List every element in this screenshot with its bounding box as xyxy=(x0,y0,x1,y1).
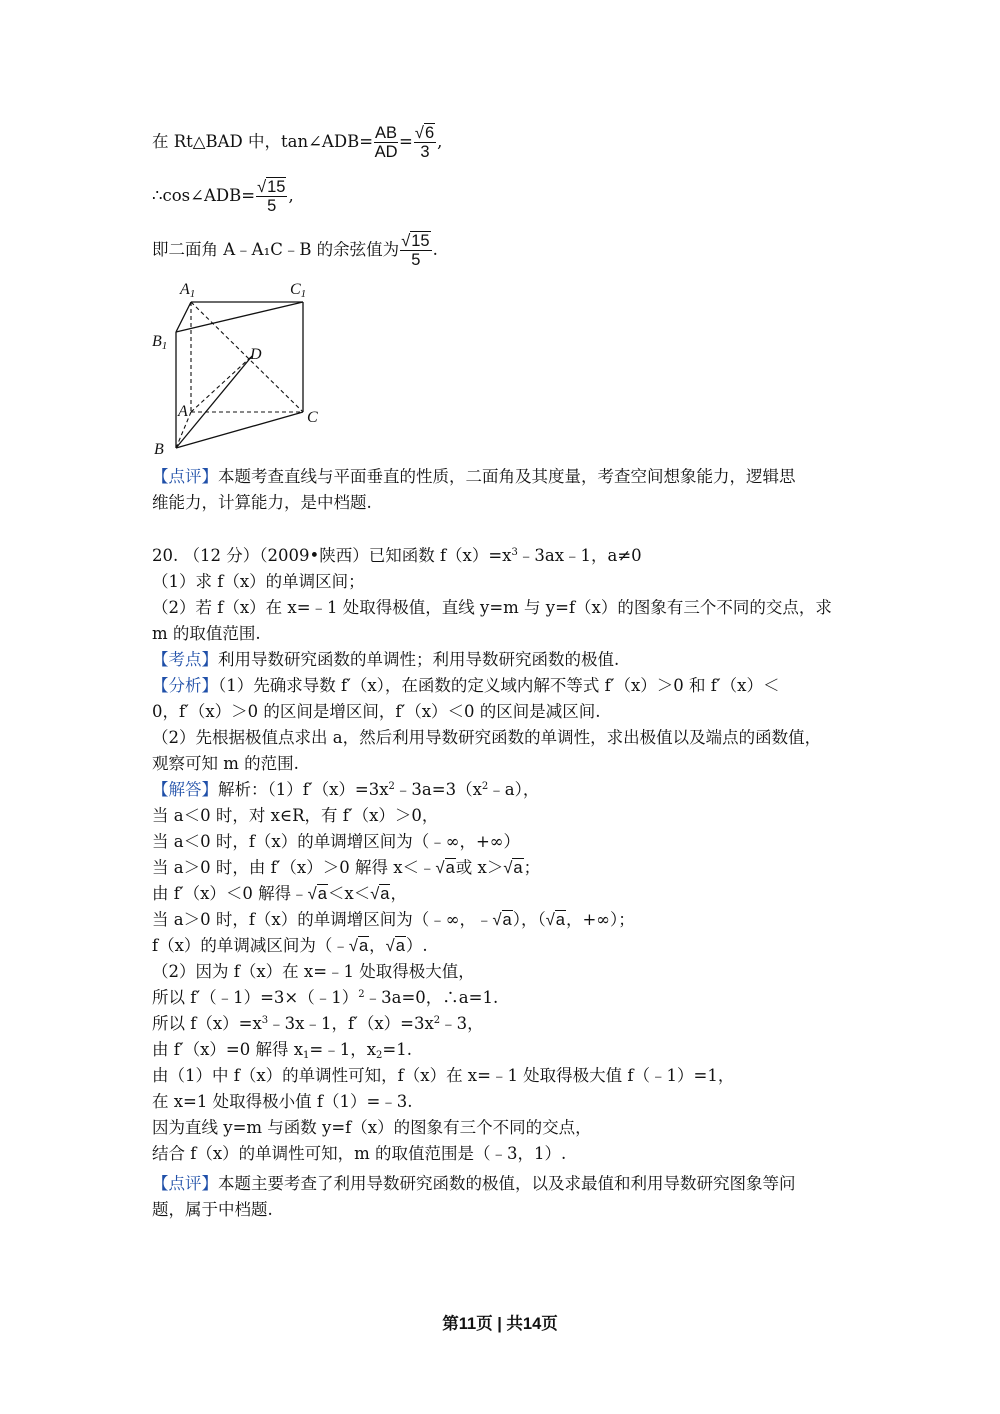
frac-numerator: √15 xyxy=(401,232,430,250)
text: ∴cos∠ADB= xyxy=(152,186,256,205)
line-tan-adb xyxy=(152,124,442,161)
text: 在 Rt△BAD 中，tan∠ADB= xyxy=(152,132,374,151)
radicand: a xyxy=(317,885,327,903)
jieda-line-7 xyxy=(152,935,428,957)
fraction-sqrt15-5 xyxy=(256,178,287,215)
sqrt-a: √a xyxy=(492,911,512,929)
fenxi-tag: 【分析】 xyxy=(152,676,218,695)
jieda-line-3: 当 a＜0 时，f（x）的单调增区间为（﹣∞，+∞） xyxy=(152,832,521,851)
question-part-2-line-1: （2）若 f（x）在 x=﹣1 处取得极值，直线 y=m 与 y=f（x）的图象有三个不同的交点，求 xyxy=(152,598,832,617)
review-tag: 【点评】 xyxy=(152,467,218,486)
jieda-line-12: 由（1）中 f（x）的单调性可知，f（x）在 x=﹣1 处取得极大值 f（﹣1）=1， xyxy=(152,1066,735,1085)
frac-denominator: 3 xyxy=(420,143,430,161)
radicand: a xyxy=(445,859,455,877)
question-20-head: 20. （12 分）（2009•陕西）已知函数 $f(x)=x^3﹣3ax﹣1$，a≠0 xyxy=(152,546,642,565)
radicand: 15 xyxy=(411,232,430,250)
radicand: 15 xyxy=(267,178,286,196)
text: , xyxy=(437,132,443,151)
text: ，+∞）； xyxy=(565,910,635,929)
question-part-2-line-2: m 的取值范围. xyxy=(152,624,261,643)
text: ）. xyxy=(405,936,428,955)
kaodian-line xyxy=(152,649,619,671)
text: = xyxy=(399,132,413,151)
radicand: a xyxy=(380,885,390,903)
sqrt-a: √a xyxy=(503,859,523,877)
text: 本题主要考查了利用导数研究函数的极值，以及求最值和利用导数研究图象等问 xyxy=(218,1174,796,1193)
radicand: a xyxy=(555,911,565,929)
page-footer: 第11页 | 共14页 xyxy=(442,1315,558,1333)
fraction-ab-ad xyxy=(374,124,398,161)
text: 或 x＞ xyxy=(455,858,504,877)
text: ＜x＜ xyxy=(327,884,371,903)
jieda-line-13: 在 x=1 处取得极小值 f（1）=﹣3. xyxy=(152,1092,413,1111)
line-dihedral-cos xyxy=(152,232,438,269)
review-2-line-1 xyxy=(152,1173,796,1195)
text: f（x）的单调减区间为（﹣ xyxy=(152,936,349,955)
fraction-sqrt15-5 xyxy=(400,232,431,269)
text: . xyxy=(432,240,438,259)
frac-numerator: √6 xyxy=(414,124,435,142)
text: 当 a＞0 时，f（x）的单调增区间为（﹣∞，﹣ xyxy=(152,910,493,929)
text: ， xyxy=(390,884,407,903)
radicand: a xyxy=(358,937,369,955)
jieda-line-2: 当 a＜0 时，对 x∈R，有 f′（x）＞0， xyxy=(152,806,439,825)
label-d: D xyxy=(250,346,262,363)
line-cos-adb xyxy=(152,178,294,215)
fenxi-line-4: 观察可知 m 的范围. xyxy=(152,754,299,773)
text: 维能力，计算能力，是中档题. xyxy=(152,493,372,512)
text: 利用导数研究函数的单调性；利用导数研究函数的极值. xyxy=(218,650,620,669)
label-b1: B1 xyxy=(152,333,168,352)
review-tag: 【点评】 xyxy=(152,1174,218,1193)
text: ），（ xyxy=(512,910,546,929)
diagonal-a1c-hidden xyxy=(191,302,303,412)
jieda-line-6 xyxy=(152,909,635,931)
label-c1: C1 xyxy=(290,281,307,300)
review-2-line-2: 题，属于中档题. xyxy=(152,1200,273,1219)
jieda-tag: 【解答】 xyxy=(152,780,218,799)
edge-bc xyxy=(176,412,303,448)
text: 即二面角 A﹣A₁C﹣B 的余弦值为 xyxy=(152,240,400,259)
frac-denominator: AD xyxy=(374,143,398,161)
fenxi-line-2: 0，f′（x）＞0 的区间是增区间，f′（x）＜0 的区间是减区间. xyxy=(152,702,601,721)
radicand: a xyxy=(513,859,523,877)
sqrt-a: √a xyxy=(348,937,369,955)
kaodian-tag: 【考点】 xyxy=(152,650,218,669)
text: , xyxy=(288,186,294,205)
jieda-line-1: 【解答】解析：$(1)f'(x)=3x^2﹣3a=3(x^2﹣a)$， xyxy=(152,780,540,799)
review-1-line-2 xyxy=(152,492,372,514)
sqrt-a: √a xyxy=(307,885,327,903)
jieda-line-14: 因为直线 y=m 与函数 y=f（x）的图象有三个不同的交点， xyxy=(152,1118,592,1137)
radicand: a xyxy=(395,937,405,955)
label-a1: A1 xyxy=(180,281,196,300)
fraction-sqrt6-3 xyxy=(414,124,436,161)
question-part-1: （1）求 f（x）的单调区间； xyxy=(152,572,365,591)
text: 当 a＞0 时，由 f′（x）＞0 解得 x＜﹣ xyxy=(152,858,436,877)
segment-ad-hidden xyxy=(191,356,252,412)
sqrt-a: √a xyxy=(545,911,565,929)
jieda-line-4 xyxy=(152,857,540,879)
label-c: C xyxy=(307,409,318,426)
review-1-line-1 xyxy=(152,466,796,488)
jieda-line-15: 结合 f（x）的单调性可知，m 的取值范围是（﹣3，1）. xyxy=(152,1144,567,1163)
jieda-line-8: （2）因为 f（x）在 x=﹣1 处取得极大值， xyxy=(152,962,475,981)
jieda-line-11: 由 f′（x）=0 解得 $x_1=﹣1$，$x_2=1$. xyxy=(152,1040,412,1061)
label-a: A xyxy=(178,403,188,420)
radicand: a xyxy=(502,911,512,929)
frac-numerator: AB xyxy=(375,124,398,142)
radicand: 6 xyxy=(424,124,435,142)
jieda-line-10: 所以 $f(x)=x^3﹣3x﹣1$，$f'(x)=3x^2﹣3$， xyxy=(152,1014,484,1033)
frac-denominator: 5 xyxy=(411,251,421,269)
jieda-line-5 xyxy=(152,883,407,905)
fenxi-line-3: （2）先根据极值点求出 a，然后利用导数研究函数的单调性，求出极值以及端点的函数值， xyxy=(152,728,822,747)
text: （1）先确求导数 f′（x），在函数的定义域内解不等式 f′（x）＞0 和 f′（x）＜ xyxy=(218,676,780,695)
sqrt-a: √a xyxy=(370,885,390,903)
text: ， xyxy=(369,936,386,955)
text: 由 f′（x）＜0 解得﹣ xyxy=(152,884,308,903)
jieda-line-9: 所以 f′（﹣1）=3×（﹣1）$^2$﹣3a=0，∴a=1. xyxy=(152,988,499,1007)
sqrt-a: √a xyxy=(385,937,405,955)
edge-a1b1 xyxy=(176,302,191,332)
text: 本题考查直线与平面垂直的性质，二面角及其度量，考查空间想象能力，逻辑思 xyxy=(218,467,796,486)
edge-b1c1 xyxy=(176,302,303,332)
prism-figure xyxy=(148,276,338,461)
fenxi-line-1 xyxy=(152,675,779,697)
frac-denominator: 5 xyxy=(267,197,277,215)
text: ； xyxy=(523,858,541,877)
label-b: B xyxy=(154,441,164,458)
sqrt-a: √a xyxy=(435,859,455,877)
frac-numerator: √15 xyxy=(257,178,286,196)
segment-bd xyxy=(176,356,252,448)
